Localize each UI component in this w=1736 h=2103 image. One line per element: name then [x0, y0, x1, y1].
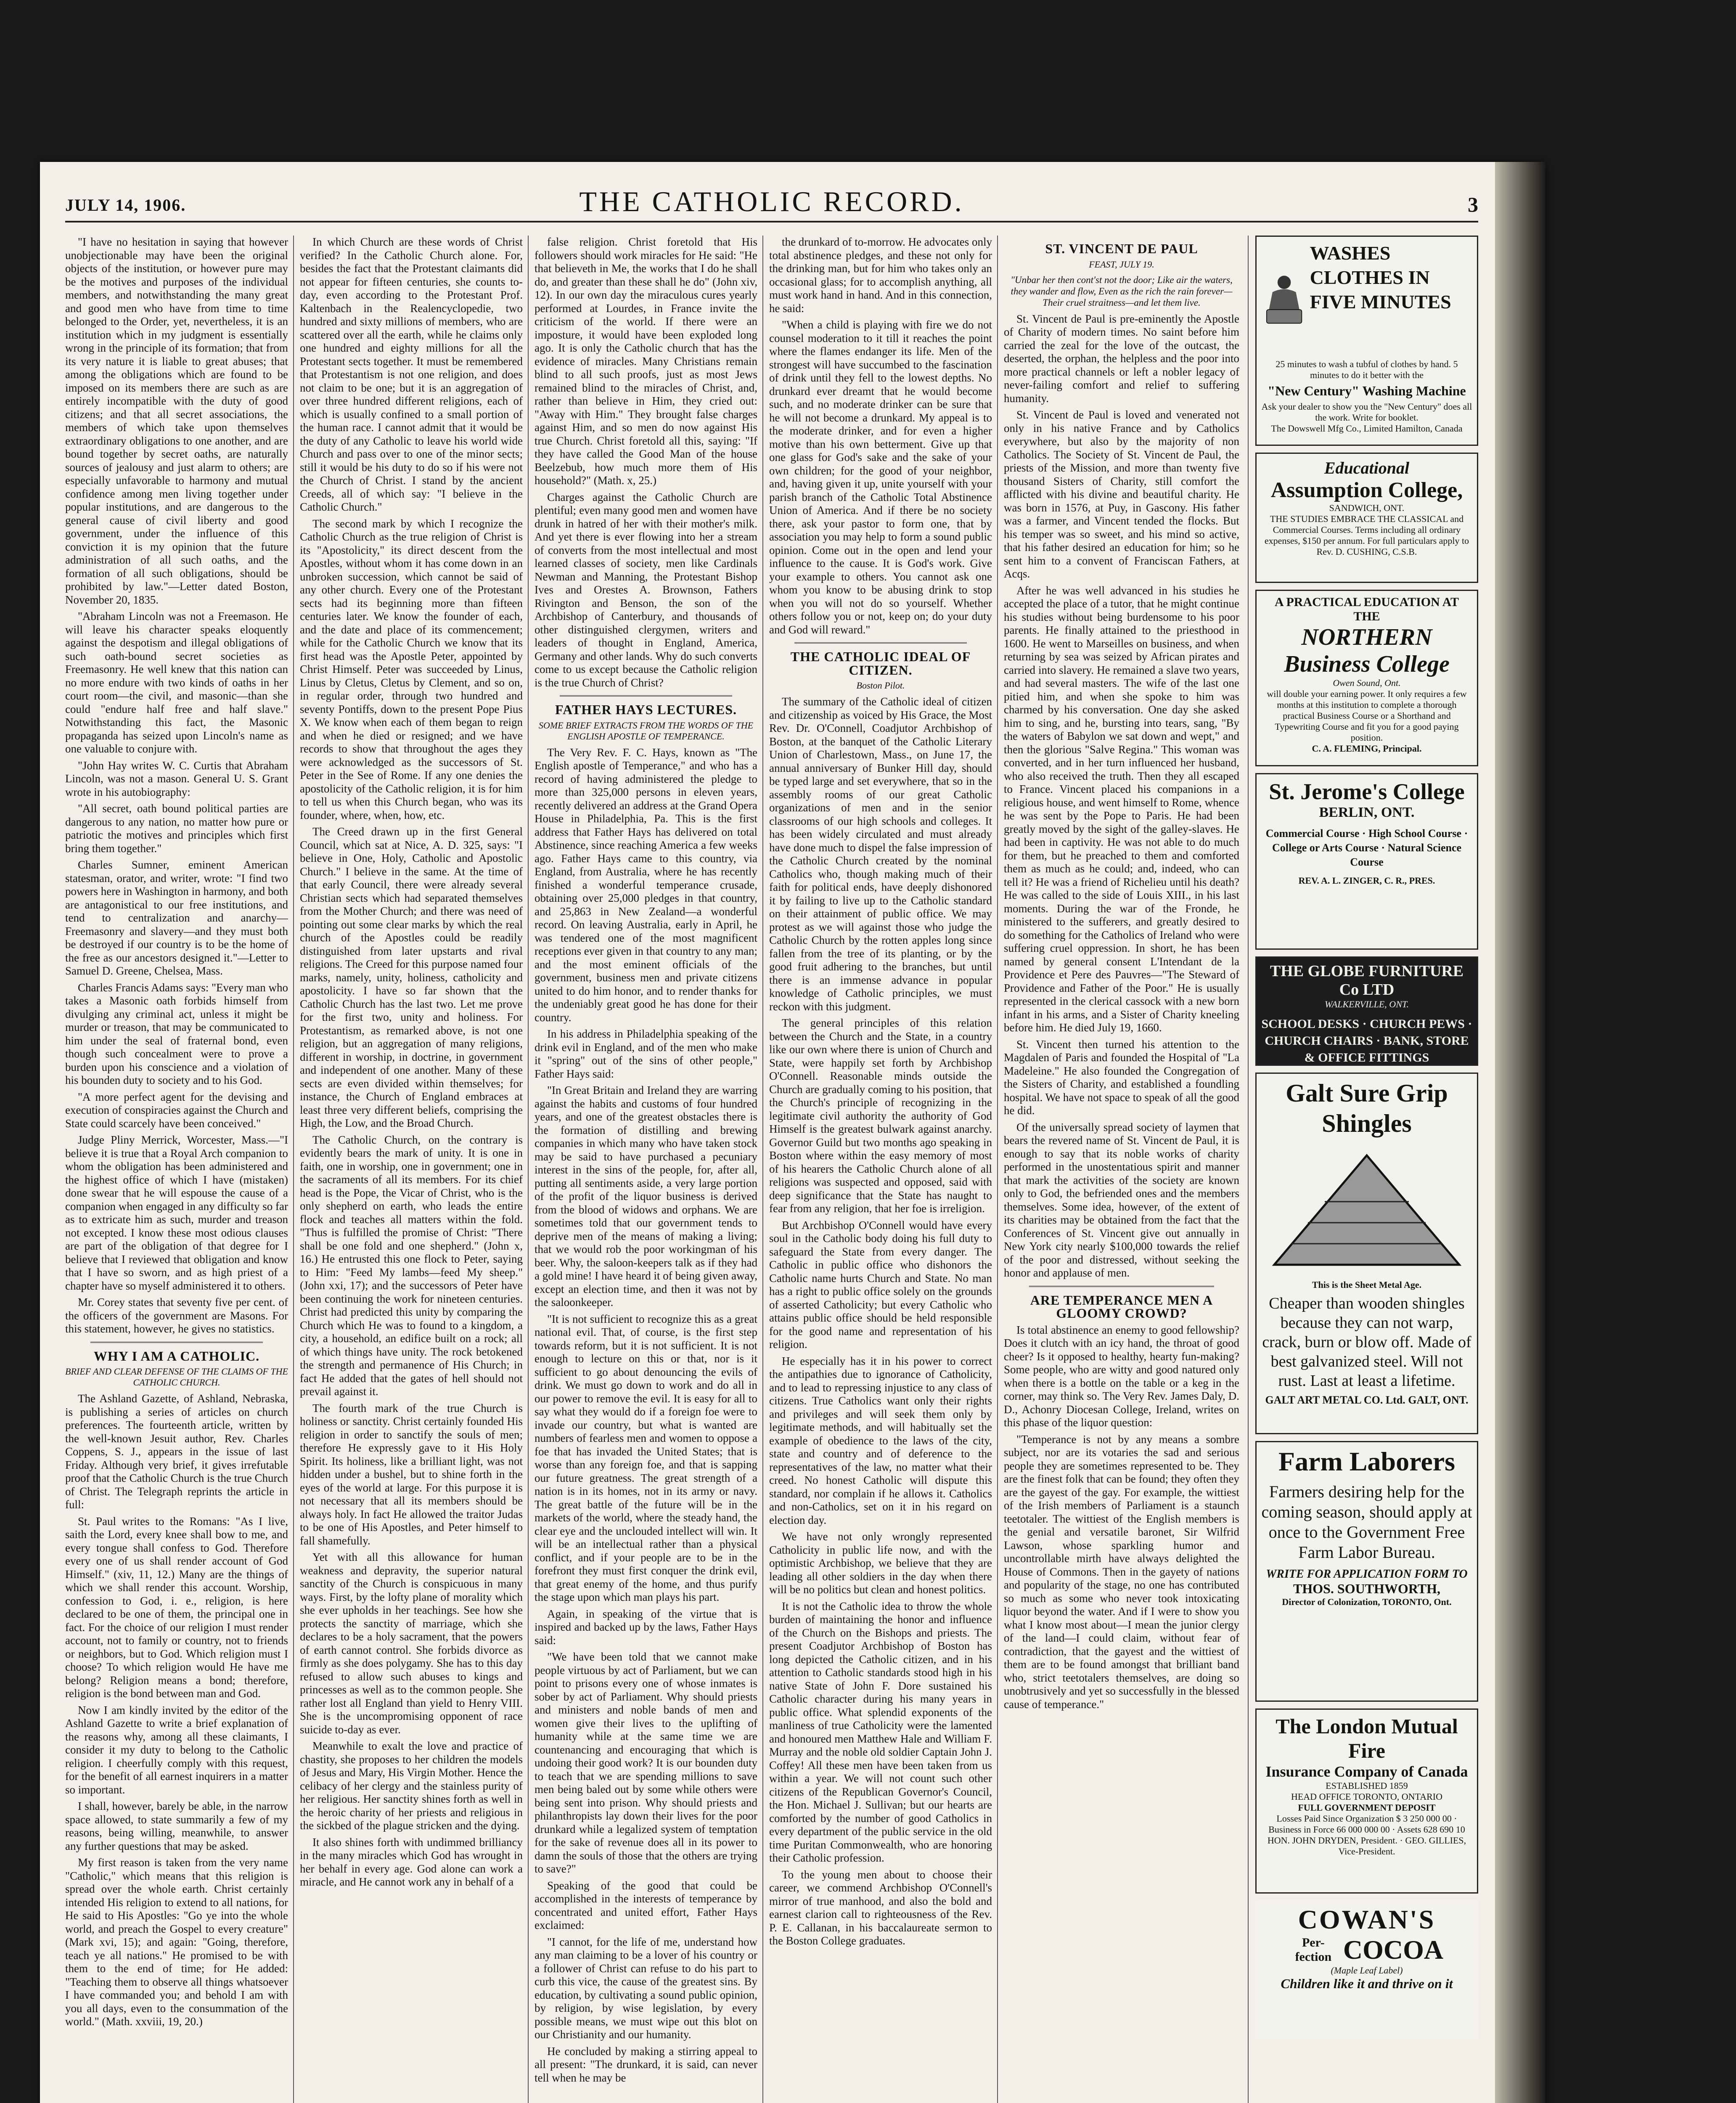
paragraph: Meanwhile to exalt the love and practice of chastity, she proposes to her children the models of Jesus and Mary, His Virgin Mother. Hence the celibacy of her clergy and the stainless purity of her religious. Her sanctity shines forth as well in the heroic charity of her priests and religious in the sickbed of the plague stricken and the dying. — [300, 1740, 523, 1832]
divider — [560, 695, 732, 697]
ads-column — [1255, 236, 1478, 2046]
farm-laborers-ad — [1255, 1441, 1478, 1702]
paragraph: It is not the Catholic idea to throw the whole burden of maintaining the honor and influence of the Church on the Bishops and priests. The present Coadjutor Archbishop of Boston has long depicted the Catholic citizen, and in his attention to Catholic standards stood high in his native State of John F. Dore sustained his Catholic character during his many years in public office. What splendid exponents of the manliness of true Catholicity were the lamented and honoured men Matthew Hale and William F. Murray and the noble old soldier Captain John J. Coffey! All these men have been taken from us within a year. We will not count such other citizens of the Republican Governor's Council, the Hon. Michael J. Sullivan; but our hearts are comforted by the number of good Catholics in every department of the public service in the old time Puritan Commonwealth, who are honoring their Catholic profession. — [769, 1600, 992, 1864]
paragraph: My first reason is taken from the very name "Catholic," which means that this religion is spread over the whole earth. Christ certainly intended His religion to extend to all nations, for He said to His Apostles: "Go ye into the whole world, and preach the Gospel to every creature" (Mark xvi, 15); and again: "Going, therefore, teach ye all nations." He promised to be with them to the end of time; for He added: "Teaching them to observe all things whatsoever I have commanded you; and behold I am with you all days, even to the consummation of the world." (Math. xxviii, 19, 20.) — [65, 1856, 288, 2028]
paragraph: St. Vincent de Paul is pre-eminently the Apostle of Charity of modern times. No saint before him carried the zeal for the love of the outcast, the deserted, the orphan, the helpless and the poor into more practical channels or left a nobler legacy of never-failing comfort and relief to suffering humanity. — [1004, 312, 1239, 405]
divider — [90, 1342, 263, 1343]
column-5 — [1004, 236, 1239, 2103]
paragraph: "It is not sufficient to recognize this as a great national evil. That, of course, is the first step towards reform, but it is not sufficient. It is not enough to lecture on this or that, nor is it sufficient to go about denouncing the evils of drink. We must go down to work and do all in our power to remove the evil. It is easy for all to say what they would do if a foreign foe were to invade our country, but what is wanted are numbers of fearless men and women to oppose a foe that has invaded the United States; that is worse than any foreign foe, and that is sapping our future greatness. The great strength of a nation is in its homes, not in its army or navy. The great battle of the future will be in the markets of the world, where the steady hand, the clear eye and the unclouded intellect will win. It will be an intellectual rather than a physical conflict, and if your people are to be in the forefront they must first conquer the drink evil, that great enemy of the home, and thus purify the stage upon which man plays his part. — [535, 1312, 757, 1603]
ad-text: HON. JOHN DRYDEN, President. · GEO. GILLIES, Vice-President. — [1267, 1835, 1466, 1857]
column-rule — [1248, 236, 1249, 2103]
ad-text: WRITE FOR APPLICATION FORM TO — [1266, 1568, 1468, 1581]
paragraph: In which Church are these words of Christ verified? In the Catholic Church alone. For, besides the fact that the Protestant claimants did not appear for fifteen centuries, she counts to-day, even according to the Protestant Prof. Kaltenbach in the Realencyclopedie, two hundred and sixty millions of members, who are scattered over all the earth, while he claims only one hundred and eighty millions for all the Protestant sects together. It must be remembered that Protestantism is not one religion, and does not claim to be one; but it is an aggregation of over three hundred different religions, each of which is usually confined to a small portion of the human race. I cannot admit that it would be the duty of any Catholic to leave his world wide Church and pass over to one of the minor sects; still it would be his duty to do so if his were not the Church of Christ. I stand by the ancient Creeds, all of which say: "I believe in the Catholic Church." — [300, 236, 523, 513]
ad-text: HEAD OFFICE TORONTO, ONTARIO — [1291, 1791, 1443, 1802]
paragraph: Of the universally spread society of laymen that bears the revered name of St. Vincent de Paul, it is enough to say that its noble works of charity performed in the unostentatious spirit and manner that mark the activities of the society are known only to God, the befriended ones and the members themselves. Some idea, however, of the extent of its charities may be obtained from the fact that the Conferences of St. Vincent give out annually in New York city nearly $100,000 towards the relief of the poor and distressed, without seeking the honor and applause of men. — [1004, 1120, 1239, 1279]
article-headline: ARE TEMPERANCE MEN A GLOOMY CROWD? — [1030, 1292, 1213, 1321]
galt-shingles-ad — [1255, 1073, 1478, 1434]
paragraph: Speaking of the good that could be accomplished in the interests of temperance by concentrated and united effort, Father Hays exclaimed: — [535, 1879, 757, 1931]
ad-contact: REV. A. L. ZINGER, C. R., PRES. — [1298, 875, 1435, 886]
ad-title: COWAN'S — [1298, 1904, 1436, 1934]
column-2 — [300, 236, 523, 2103]
paragraph: "I have no hesitation in saying that however unobjectionable may have been the original objects of the institution, or however pure may be the motives and purposes of the individual members, and notwithstanding the many great and good men who have from time to time belonged to the Order, yet, nevertheless, it is an institution which in my judgment is essentially wrong in the principle of its formation; that from its very nature it is liable to great abuses; that among the obligations which are found to be imposed on its members there are such as are entirely incompatible with the duty of good citizens; and that all secret associations, the members of which take upon themselves extraordinary obligations to one another, and are bound together by secret oaths, are naturally sources of jealousy and just alarm to others; are especially unfavorable to harmony and mutual confidence among men living together under popular institutions, and are dangerous to the general cause of civil liberty and good government, under the influence of this conviction it is my opinion that the future administration of all such oaths, and the formation of all such obligations, should be prohibited by law."—Letter dated Boston, November 20, 1835. — [65, 236, 288, 606]
paragraph: "John Hay writes W. C. Curtis that Abraham Lincoln, was not a mason. General U. S. Grant wrote in his autobiography: — [65, 759, 288, 798]
ad-text: FULL GOVERNMENT DEPOSIT — [1298, 1802, 1436, 1813]
paragraph: Now I am kindly invited by the editor of the Ashland Gazette to write a brief explanation of the reasons why, among all these claimants, I consider it my duty to belong to the Catholic religion. I cheerfully comply with this request, for the benefit of all earnest inquirers in a matter so important. — [65, 1703, 288, 1796]
ad-contact: Director of Colonization, TORONTO, Ont. — [1282, 1597, 1452, 1607]
ad-text: 25 minutes to wash a tubful of clothes by hand. 5 minutes to do it better with the — [1276, 359, 1458, 380]
newspaper-page — [40, 162, 1545, 2103]
ad-maker: The Dowswell Mfg Co., Limited Hamilton, Canada — [1271, 423, 1463, 434]
paragraph: "When a child is playing with fire we do not counsel moderation to it till it reaches the point where the flames endanger its life. Men of the strongest will have succumbed to the fascination of drink until they fell to the lowest depths. No drunkard ever dreamt that he would become such, and no moderate drinker can be sure that he will not become a drunkard. My appeal is to the moderate drinker, and for even a higher motive than his own betterment. Give up that one glass for God's sake and the sake of your own children; for the good of your neighbor, and, having given it up, unite yourself with your parish branch of the Catholic Total Abstinence Union of America. And if there be no society there, ask your pastor to form one, that by association you may help to form a sound public opinion. Come out in the open and lend your influence to the cause. It is God's work. Give your example to others. You cannot ask one whom you know to be abusing drink to stop when you will not do so yourself. Whether others follow you or not, keep on; do your duty and God will reward." — [769, 318, 992, 636]
ad-text: Ask your dealer to show you the "New Century" does all the work. Write for booklet. — [1261, 401, 1472, 423]
ad-headline: WASHES CLOTHES IN FIVE MINUTES — [1310, 242, 1451, 313]
paragraph: "Abraham Lincoln was not a Freemason. He will leave his character speaks eloquently against the despotism and illegal obligations of such oath-bound secret societies as Freemasonry. He well knew that this nation can no more endure with two kinds of oaths in her court room—the civil, and masonic—than she could "endure half free and half slave." Notwithstanding this fact, the Masonic propaganda has seized upon Lincoln's name as one valuable to conjure with. — [65, 610, 288, 755]
assumption-college-ad — [1255, 453, 1478, 583]
ad-place: BERLIN, ONT. — [1319, 805, 1415, 820]
paragraph: "I cannot, for the life of me, understand how any man claiming to be a lover of his country or a follower of Christ can refuse to do his part to curb this vice, the cause of the greatest sins. By education, by cultivating a sound public opinion, by religion, by wise legislation, by every possible means, we must wipe out this blot on our Christianity and our humanity. — [535, 1935, 757, 2041]
ad-text: Per-fection — [1295, 1936, 1332, 1964]
column-3 — [535, 236, 757, 2103]
divider — [794, 642, 967, 644]
ad-text: (Maple Leaf Label) — [1331, 1965, 1403, 1976]
ad-contact: THOS. SOUTHWORTH, — [1293, 1581, 1441, 1596]
article-headline: THE CATHOLIC IDEAL OF CITIZEN. — [790, 649, 971, 678]
column-4 — [769, 236, 992, 2103]
masthead — [65, 183, 1478, 222]
newspaper-title: THE CATHOLIC RECORD. — [579, 185, 964, 217]
column-rule — [762, 236, 763, 2103]
woman-at-washer-illustration — [1261, 241, 1306, 359]
ad-text: ESTABLISHED 1859 — [1326, 1780, 1408, 1791]
ad-text: Commercial Course · High School Course · College or Arts Course · Natural Science Course — [1265, 827, 1468, 868]
article-headline: FATHER HAYS LECTURES. — [555, 702, 737, 717]
ad-text: SCHOOL DESKS · CHURCH PEWS · CHURCH CHAIRS · BANK, STORE & OFFICE FITTINGS — [1261, 1017, 1472, 1065]
ad-contact: C. A. FLEMING, Principal. — [1312, 743, 1422, 754]
ad-slogan: Children like it and thrive on it — [1281, 1976, 1453, 1991]
washer-ad — [1255, 236, 1478, 446]
paragraph: St. Paul writes to the Romans: "As I live, saith the Lord, every knee shall bow to me, and every tongue shall confess to God. Therefore every one of us shall render account of God Himself." (xiv, 11, 12.) Many are the things of which we shall render this account. Worship, confession to God, i. e., religion, is here declared to be one of them, the principal one in fact. For the choice of our religion I must render account, not to family or country, not to friends or neighbors, but to God. Which religion must I choose? To which religion would He have me belong? Religion means a bond; therefore, religion is the bond between man and God. — [65, 1515, 288, 1700]
st-jeromes-college-ad — [1255, 773, 1478, 950]
roof-illustration — [1266, 1139, 1468, 1277]
issue-date: JULY 14, 1906. — [65, 196, 186, 215]
paragraph: In his address in Philadelphia speaking of the drink evil in England, and of the men who make it "spring" out of the sins of other people," Father Hays said: — [535, 1028, 757, 1080]
ad-text: THE STUDIES EMBRACE THE CLASSICAL and Commercial Courses. Terms including all ordinary expenses, $150 per annum. For full particulars apply to Rev. D. CUSHING, C.S.B. — [1264, 514, 1469, 557]
paragraph: Charles Sumner, eminent American statesman, orator, and writer, wrote: "I find two powers here in Washington in harmony, and both are antagonistical to our free institutions, and tend to centralization and anarchy—Freemasonry and slavery—and they must both be destroyed if our country is to be the home of the free as our ancestors designed it."—Letter to Samuel D. Greene, Chelsea, Mass. — [65, 858, 288, 977]
paragraph: Mr. Corey states that seventy five per cent. of the officers of the government are Masons. For this statement, however, he gives no statistics. — [65, 1296, 288, 1335]
paragraph: Charles Francis Adams says: "Every man who takes a Masonic oath forbids himself from divulging any criminal act, unless it might be murder or treason, that may be communicated to him under the seal of fraternal bond, even though such concealment were to prove a burden upon his conscience and a violation of his bounden duty to society and to his God. — [65, 981, 288, 1086]
paragraph: We have not only wrongly represented Catholicity in public life now, and with the optimistic Archbishop, we believe that they are leading all other soldiers in the day when there will be no politics but clean and honest politics. — [769, 1530, 992, 1596]
article-headline: ST. VINCENT DE PAUL — [1045, 241, 1198, 256]
paragraph: The Creed drawn up in the first General Council, which sat at Nice, A. D. 325, says: "I believe in One, Holy, Catholic and Apostolic Church." I believe in the same. At the time of that early Council, there were already several Christian sects which had separated themselves from the Mother Church; and there was need of pointing out some clear marks by which the real church of the Apostles could be readily distinguished from later upstarts and rival religions. The Creed for this purpose named four marks, namely, unity, holiness, catholicity and apostolicity. I have so far shown that the Catholic Church has the last two. Let me prove for the first two, unity and holiness. For Protestantism, as remarked above, is not one religion, but an aggregation of many religions, different in worship, in doctrine, in government and independent of one another. Many of these sects are even divided within themselves; for instance, the Church of England embraces at least three very different beliefs, comprising the High, the Low, and the Broad Church. — [300, 825, 523, 1129]
ad-title: Assumption College, — [1270, 478, 1463, 502]
ad-title: Farm Laborers — [1278, 1446, 1455, 1476]
column-rule — [528, 236, 529, 2103]
feast-date: FEAST, JULY 19. — [1089, 259, 1154, 270]
paragraph: "We have been told that we cannot make people virtuous by act of Parliament, but we can point to prisons every one of whose inmates is sober by act of Parliament. Why should priests and ministers and noble bands of men and women give their lives to the uplifting of humanity while at the same time we are countenancing and encouraging that which is undoing their good work? It is our bounden duty to teach that we are spending millions to save men being baled out by some while others were being sent into prison. Why should priests and philanthropists lay down their lives for the poor drunkard while a legalized system of temptation for the sake of revenue does all in its power to damn the souls of those that the others are trying to save?" — [535, 1650, 757, 1875]
verse: "Unbar her then cont'st not the door; Like air the waters, they wander and flow, Even as the rich the rain forever— Their cruel straitness—and let them live. — [1011, 274, 1233, 308]
business-college-ad — [1255, 590, 1478, 766]
ad-title: NORTHERN Business College — [1284, 624, 1450, 677]
paragraph: Judge Pliny Merrick, Worcester, Mass.—"I believe it is true that a Royal Arch companion to whom the obligation has been administered and the highest office of which I have (mistaken) done swear that he will espouse the cause of a companion when engaged in any difficulty so far as to extricate him as such, murder and treason not excepted. I know these most odious clauses are part of the obligation of that degree for I believe that I reviewed that obligation and know that I have so sworn, and as high priest of a chapter have so myself administered it to others. — [65, 1134, 288, 1292]
ad-subtitle: Insurance Company of Canada — [1265, 1763, 1468, 1780]
page-edge — [1495, 162, 1545, 2103]
paragraph: He concluded by making a stirring appeal to all present: "The drunkard, it is said, can never tell when he may be — [535, 2045, 757, 2084]
paragraph: The Very Rev. F. C. Hays, known as "The English apostle of Temperance," and who has a record of having administered the pledge to more than 325,000 persons in eleven years, recently delivered an address at the Grand Opera House in Philadelphia, Pa. This is the first address that Father Hays has delivered on total Abstinence, since reaching America a few weeks ago. Father Hays came to this country, via England, from Australia, where he has recently finished a wonderful temperance crusade, obtaining over 25,000 pledges in that country, and 25,863 in New Zealand—a wonderful record. On leaving Australia, early in April, he was tendered one of the most magnificent receptions ever given in that country to any man; and the most eminent officials of the government, business men and private citizens united to do him honor, and to render thanks for the undeniably great good he has done for their country. — [535, 746, 757, 1024]
paragraph: "A more perfect agent for the devising and execution of conspiracies against the Church and State could scarcely have been conceived." — [65, 1090, 288, 1130]
ad-place: Owen Sound, Ont. — [1333, 678, 1401, 688]
ad-text: A PRACTICAL EDUCATION AT THE — [1274, 595, 1459, 623]
paragraph: The general principles of this relation between the Church and the State, in a country like our own where there is union of Church and State, were happily set forth by Archbishop O'Connell. Reasonable minds outside the Church are gradually coming to his position, that the Church's principle of recognizing in the legitimate civil authority the authority of God Himself is the greatest bulwark against anarchy. Governor Guild but two months ago speaking in Boston where within the easy memory of most of his hearers the Catholic Church alone of all religions was suspected and opposed, said with deep significance that the State has naught to fear from any religion, that her foe is irreligion. — [769, 1017, 992, 1215]
paragraph: I shall, however, barely be able, in the narrow space allowed, to state summarily a few of my reasons, being willing, meanwhile, to answer any further questions that may be asked. — [65, 1800, 288, 1852]
ad-product: "New Century" Washing Machine — [1268, 383, 1466, 398]
paragraph: St. Vincent then turned his attention to the Magdalen of Paris and founded the Hospital of "La Madeleine." He also founded the Congregation of the Sisters of Charity, and established a foundling hospital. We have not space to speak of all the good he did. — [1004, 1038, 1239, 1117]
ad-title: St. Jerome's College — [1269, 779, 1465, 804]
page-number: 3 — [1468, 193, 1478, 216]
ad-place: WALKERVILLE, ONT. — [1325, 999, 1409, 1009]
ad-caption: This is the Sheet Metal Age. — [1312, 1279, 1422, 1290]
paragraph: It also shines forth with undimmed brilliancy in the many miracles which God has wrought in her behalf in every age. God alone can work a miracle, and He cannot work any in behalf of a — [300, 1835, 523, 1888]
paragraph: Is total abstinence an enemy to good fellowship? Does it clutch with an icy hand, the throat of good cheer? Is it opposed to healthy, hearty fun-making? Some people, who are witty and good natured only when there is a bottle on the table or a keg in the corner, may think so. The Very Rev. James Daly, D. D., Achonry Diocesan College, Ireland, writes on this phase of the liquor question: — [1004, 1323, 1239, 1429]
ad-place: SANDWICH, ONT. — [1329, 503, 1405, 513]
column-rule — [997, 236, 998, 2103]
paragraph: the drunkard of to-morrow. He advocates only total abstinence pledges, and these not only for the drinking man, but for him who takes only an occasional glass; for to accomplish anything, all must work hand in hand. And in this connection, he said: — [769, 236, 992, 315]
column-1 — [65, 236, 288, 2103]
ad-text: Losses Paid Since Organization $ 3 250 000 00 · Business in Force 66 000 000 00 · Assets 628 690 10 — [1268, 1813, 1465, 1835]
section-header: Educational — [1324, 458, 1410, 477]
ad-title: Galt Sure Grip Shingles — [1286, 1079, 1448, 1137]
cowans-cocoa-ad — [1255, 1900, 1478, 2039]
paragraph: Again, in speaking of the virtue that is inspired and backed up by the laws, Father Hays said: — [535, 1607, 757, 1647]
ad-title: The London Mutual Fire — [1276, 1714, 1458, 1762]
paragraph: The Catholic Church, on the contrary is evidently bears the mark of unity. It is one in faith, one in worship, one in government; one in the sacraments of all its members. For its chief head is the Pope, the Vicar of Christ, who is the only shepherd on earth, who leads the entire flock and teaches all matters within the fold. "Thus is fulfilled the promise of Christ: "There shall be one fold and one shepherd." (John x, 16.) He entrusted this one flock to Peter, saying to Him: "Feed My lambs—feed My sheep." (John xxi, 17); and the successors of Peter have been continuing the work for nineteen centuries. Christ had predicted this unity by comparing the Church which He was to found to a kingdom, a city, a household, an edifice built on a rock; all of which things have unity. The rock betokened the strength and permanence of His Church; in fact He added that the gates of hell should not prevail against it. — [300, 1133, 523, 1398]
paragraph: Yet with all this allowance for human weakness and depravity, the superior natural sanctity of the Church is conspicuous in many ways. First, by the lofty plane of morality which she ever upholds in her teachings. See how she protects the sanctity of marriage, which she declares to be a holy sacrament, that the powers of earth cannot control. She forbids divorce as firmly as she does polygamy. She has to this day refused to allow such abuses to kings and princesses as well as to the common people. She rather lost all England than yield to Henry VIII. She is the uncompromising opponent of race suicide to-day as ever. — [300, 1551, 523, 1736]
divider — [1029, 1286, 1214, 1287]
paragraph: The Ashland Gazette, of Ashland, Nebraska, is publishing a series of articles on church preferences. The fourteenth article, written by the well-known Jesuit author, Rev. Charles Coppens, S. J., appears in the issue of last Friday. Although very brief, it gives irrefutable proof that the Catholic Church is the true Church of Christ. The Telegraph reprints the article in full: — [65, 1392, 288, 1511]
article-headline: WHY I AM A CATHOLIC. — [93, 1348, 260, 1364]
globe-furniture-ad — [1255, 956, 1478, 1066]
paragraph: But Archbishop O'Connell would have every soul in the Catholic body doing his full duty to safeguard the State from every danger. The Catholic in public office who dishonors the Catholic name hurts Church and State. No man has a right to public office solely on the grounds of asserted Catholicity; but every Catholic who attains public office should be held responsible for the good name and representation of his religion. — [769, 1218, 992, 1351]
paragraph: The fourth mark of the true Church is holiness or sanctity. Christ certainly founded His religion in order to sanctify the souls of men; therefore He expressly gave to it His Holy Spirit. Its holiness, like a brilliant light, was not hidden under a bushel, but to shine forth in the eyes of the world at large. For this purpose it is not necessary that all its members should be always holy. In fact He allowed the traitor Judas to be one of His Apostles, and Peter himself to fall shamefully. — [300, 1401, 523, 1547]
ad-text: Farmers desiring help for the coming season, should apply at once to the Government Free Farm Labor Bureau. — [1261, 1482, 1472, 1562]
paragraph: St. Vincent de Paul is loved and venerated not only in his native France and by Catholics everywhere, but also by the majority of non Catholics. The Society of St. Vincent de Paul, the priests of the Mission, and more than twenty five thousand Sisters of Charity, still comfort the afflicted with his divine and beautiful charity. He was born in 1576, at Puy, in Gascony. His father was a farmer, and Vincent tended the flocks. But his temper was so sweet, and his mind so active, that his father desired an education for him; so he sent him to a convent of Franciscan Fathers, at Acqs. — [1004, 408, 1239, 580]
paragraph: To the young men about to choose their career, we commend Archbishop O'Connell's mirror of true manhood, and also the bold and earnest clarion call to righteousness of the Rev. P. E. Callanan, in his baccalaureate sermon to the Boston College graduates. — [769, 1868, 992, 1947]
paragraph: After he was well advanced in his studies he accepted the place of a tutor, that he might continue his studies without being burdensome to his poor parents. He finally attained to the priesthood in 1600. He went to Marseilles on business, and when returning by sea was seized by African pirates and carried into slavery. He remained a slave two years, and had several masters. The wife of the last one pitied him, and when she spoke to him was charmed by his conversation. One day she asked him to sing, and he, bursting into tears, sang, "By the waters of Babylon we sat down and wept," and then the glorious "Salve Regina." This woman was converted, and in her turn influenced her husband, who also received the truth. Then they all escaped to France. Vincent placed his companions in a religious house, and went himself to Rome, whence he was sent by the Pope to Paris. He had been greatly moved by the sight of the galley-slaves. He had been in captivity. He was not able to do much for them, but he preached to them and comforted them as much as he could; and, indeed, who can tell it? He was a friend of Richelieu until his death? He was called to the side of Louis XIII., in his last moments. During the war of the Fronde, he ministered to the sufferers, and greatly desired to do something for the Catholics of Ireland who were suffering cruel oppression. In short, he has been named by general consent L'Intendant de la Providence et Pere des Pauvres—"The Steward of Providence and Father of the Poor." He is usually represented in the clerical cassock with a new born infant in his arms, and a Sister of Charity kneeling before him. He died July 19, 1660. — [1004, 584, 1239, 1034]
paragraph: "Temperance is not by any means a sombre subject, nor are its votaries the sad and serious people they are sometimes represented to be. They are the finest folk that can be found; they often they are the gayest of the gay. For example, the wittiest of the Irish members of Parliament is a staunch teetotaler. The wittiest of the English members is the genial and versatile baronet, Sir Wilfrid Lawson, whose sparkling humor and uncontrollable mirth have always delighted the House of Commons. Then in the gayety of nations and popularity of the stage, no one has contributed so much as some who never took intoxicating liquor beyond the water. And if I were to show you what I know most about—I mean the junior clergy of the land—I could claim, without fear of contradiction, that the gayest and the wittiest of them are to be found amongst that brilliant band who, strict teetotalers themselves, are doing so unobtrusively and yet so successfully in the blessed cause of temperance." — [1004, 1433, 1239, 1711]
paragraph: Charges against the Catholic Church are plentiful; even many good men and women have drunk in hatred of her with their mother's milk. And yet there is ever flowing into her a stream of converts from the most intellectual and most learned classes of society, men like Cardinals Newman and Manning, the Protestant Bishop Ives and Orestes A. Brownson, Fathers Rivington and Benson, the son of the Archbishop of Canterbury, and thousands of other distinguished clergymen, writers and leaders of thought in England, America, Germany and other lands. Why do such converts come to us except because the Catholic religion is the true Church of Christ? — [535, 490, 757, 689]
ad-maker: GALT ART METAL CO. Ltd. GALT, ONT. — [1265, 1394, 1469, 1406]
paragraph: He especially has it in his power to correct the antipathies due to ignorance of Catholicity, and to lead to repressing injustice to any class of citizens. True Catholics want only their rights and privileges and will seek them only by legitimate methods, and will habitually set the example of obedience to the laws of the city, state and country and of deference to the representatives of the law, no matter what their creed. No honest Catholic will dispute this standard, nor complain if he allows it. Catholics and non-Catholics, set on it in his regard on election day. — [769, 1354, 992, 1526]
paragraph: The summary of the Catholic ideal of citizen and citizenship as voiced by His Grace, the Most Rev. Dr. O'Connell, Coadjutor Archbishop of Boston, at the banquet of the Catholic Literary Union of Charlestown, Mass., on June 17, the annual anniversary of Bunker Hill day, should be typed large and set everywhere, that so in the assembly rooms of our great Catholic organizations of men and in the senior classrooms of our high schools and colleges. It has been widely circulated and must already have done much to dispel the false impression of the Catholic Church created by the nominal Catholics who, though making much of their faith for political ends, have deeply dishonored it by failing to live up to the Catholic standard on their attainment of public office. We may protest as we will against those who judge the Catholic Church by the rotten apples long since fallen from the tree of its planting, or by the good fruit adhering to the branches, but until there is an immense advance in popular knowledge of Catholic principles, we must reckon with this judgment. — [769, 695, 992, 1013]
article-source: Boston Pilot. — [856, 680, 905, 691]
article-subhead: BRIEF AND CLEAR DEFENSE OF THE CLAIMS OF THE CATHOLIC CHURCH. — [65, 1366, 288, 1388]
article-subhead: SOME BRIEF EXTRACTS FROM THE WORDS OF THE ENGLISH APOSTLE OF TEMPERANCE. — [538, 720, 754, 742]
ad-title: THE GLOBE FURNITURE Co LTD — [1270, 962, 1464, 999]
paragraph: false religion. Christ foretold that His followers should work miracles for He said: "He that believeth in Me, the works that I do he shall do, and greater than these shall he do" (John xiv, 12). In our own day the miraculous cures yearly performed at Lourdes, in France invite the criticism of the world. If there were an imposture, it would have been exploded long ago. It is only the Catholic church that has the evidence of miracles. Many Christians remain blind to all such proofs, just as most Jews remained blind to the miracles of Christ, and, rather than believe in Him, they cried out: "Away with Him." They brought false charges against Him, and so men do now against His true Church. Christ foretold all this, saying: "If they have called the Good Man of the house Beelzebub, how much more them of His household?" (Math. x, 25.) — [535, 236, 757, 487]
paragraph: The second mark by which I recognize the Catholic Church as the true religion of Christ is its "Apostolicity," its direct descent from the Apostles, without whom it has come down in an unbroken succession, which cannot be said of any other church. Every one of the Protestant sects had its beginning more than fifteen centuries later. We know the founder of each, and the date and place of its commencement; while for the Catholic Church we know that its first head was the Apostle Peter, appointed by Christ Himself. Peter was succeeded by Linus, Linus by Cletus, Cletus by Clement, and so on, in regular order, through two hundred and seventy Pontiffs, down to the present Pope Pius X. We know when each of them began to reign and when he died or resigned; and we have records to show that throughout the ages they were acknowledged as the successors of St. Peter in the See of Rome. If any one denies the apostolicity of the Catholic religion, it is for him to tell us when this Church began, who was its founder, where, when, how, etc. — [300, 517, 523, 821]
column-rule — [293, 236, 294, 2103]
paragraph: "In Great Britain and Ireland they are warring against the habits and customs of four hundred years, and one of the greatest obstacles there is the formation of distilling and brewing companies in which many who have taken stock may be said to have purchased a pecuniary interest in the sins of the people, for, after all, putting all sentiments aside, a very large portion of the profit of the liquor business is derived from the blood of widows and orphans. We are sometimes told that our government tends to deprive men of the means of making a living; that we would rob the poor workingman of his beer. Why, the saloon-keepers talk as if they had a gold mine! I have heard it of being given away, except an election time, and then it was not by the saloonkeeper. — [535, 1084, 757, 1308]
ad-text: Cheaper than wooden shingles because they can not warp, crack, burn or blow off. Made of best galvanized steel. Will not rust. Last at least a lifetime. — [1262, 1295, 1471, 1390]
ad-text: will double your earning power. It only requires a few months at this institution to complete a thorough practical Business Course or a Shorthand and Typewriting Course and fit you for a good paying position. — [1267, 689, 1467, 743]
london-mutual-ad — [1255, 1708, 1478, 1894]
ad-product: COCOA — [1343, 1935, 1444, 1965]
paragraph: "All secret, oath bound political parties are dangerous to any nation, no matter how pure or patriotic the motives and principles which first bring them together." — [65, 802, 288, 855]
